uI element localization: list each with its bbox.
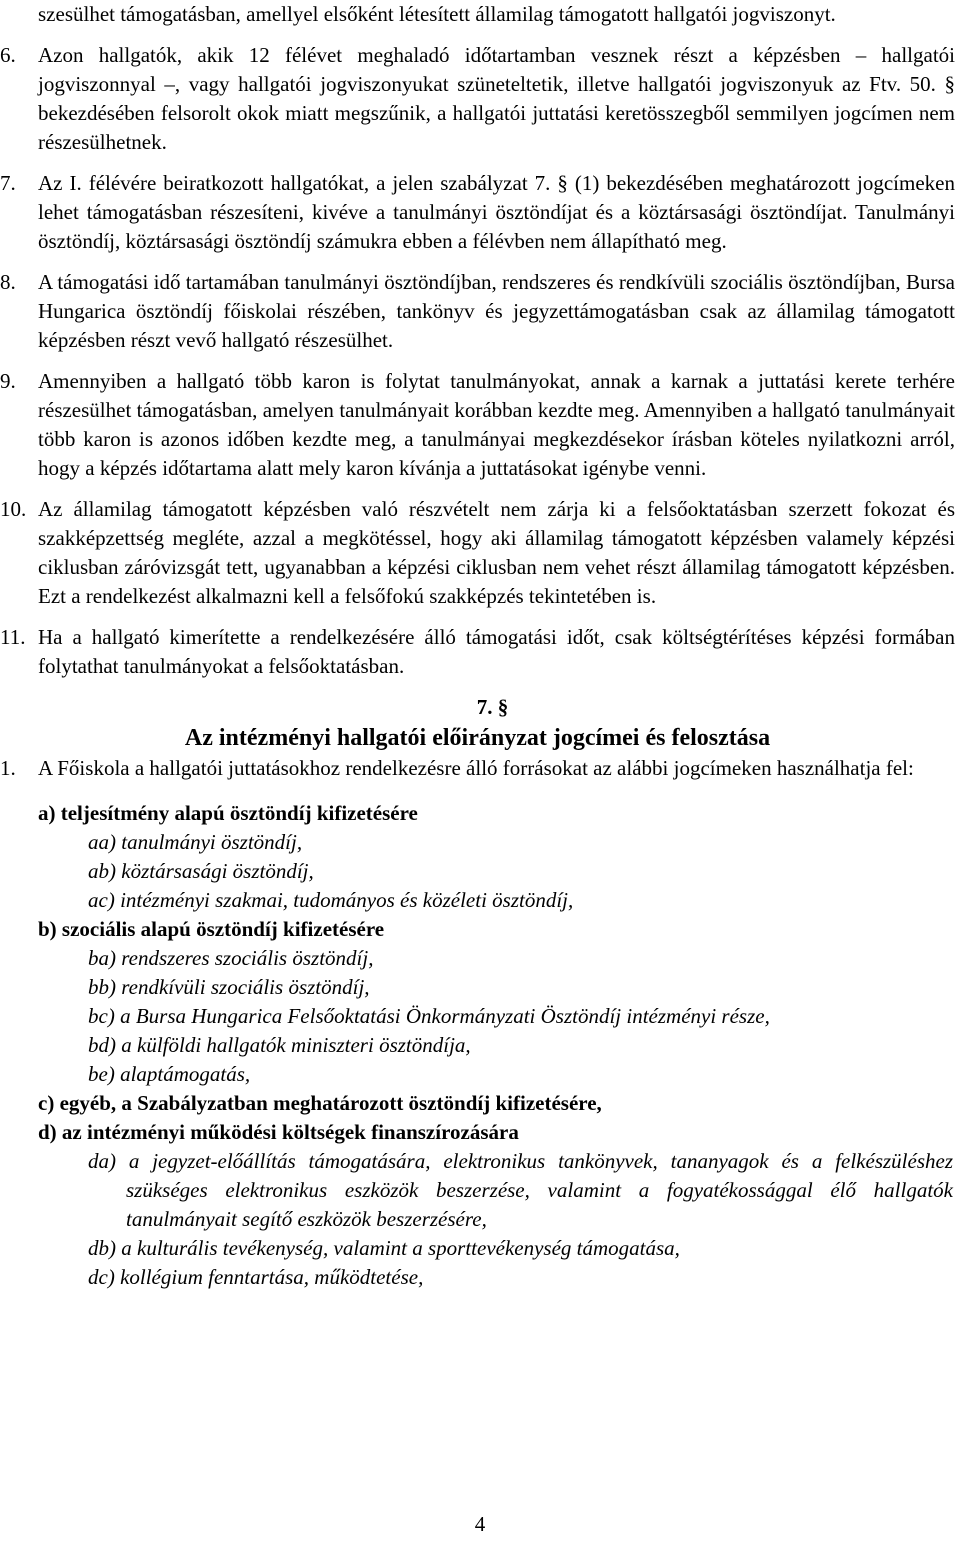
point-number: 11.	[0, 625, 26, 649]
point-text: Az I. félévére beiratkozott hallgatókat, a jelen szabályzat 7. § (1) bekezdésében meghatározott jogcímeken lehet támogatásban részesíteni, kivéve a tanulmányi ösztöndíjat és a köztársasági ösztöndíjat. Tanulmányi ösztöndíj, köztársasági ösztöndíj számukra ebben a félévben nem állapítható meg.	[38, 171, 955, 253]
point-11	[0, 623, 955, 681]
point-number: 10.	[0, 497, 27, 521]
point-number: 6.	[0, 43, 16, 67]
point-number: 1.	[0, 756, 16, 780]
list-item: bb) rendkívüli szociális ösztöndíj,	[88, 975, 370, 999]
category-heading: c) egyéb, a Szabályzatban meghatározott ösztöndíj kifizetésére,	[38, 1091, 602, 1115]
point-text: Ha a hallgató kimerítette a rendelkezésére álló támogatási időt, csak költségtérítéses képzési formában folytathat tanulmányokat a felsőoktatásban.	[38, 625, 955, 678]
point-text: Az államilag támogatott képzésben való részvételt nem zárja ki a felsőoktatásban szerzett fokozat és szakképzettség megléte, azzal a megkötéssel, hogy aki államilag támogatott képzésben valamely képzési ciklusban záróvizsgát tett, ugyanabban a képzési ciklusban nem vehet részt államilag támogatott képzésben. Ezt a rendelkezést alkalmazni kell a felsőfokú szakképzés tekintetében is.	[38, 497, 955, 608]
section-title: Az intézményi hallgatói előirányzat jogcímei és felosztása	[184, 725, 771, 751]
list-item: bd) a külföldi hallgatók miniszteri ösztöndíja,	[88, 1033, 471, 1057]
point-text: Azon hallgatók, akik 12 félévet meghaladó időtartamban vesznek részt a képzésben – hallgatói jogviszonnyal –, vagy hallgatói jogviszonyukat szüneteltetik, illetve hallgatói jogviszonyuk az Ftv. 50. § bekezdésében felsorolt okok miatt megszűnik, a hallgatói juttatási keretösszegből semmilyen jogcímen nem részesülhetnek.	[38, 43, 955, 154]
page-number: 4	[474, 1512, 486, 1536]
category-heading: a) teljesítmény alapú ösztöndíj kifizetésére	[38, 801, 418, 825]
category-heading: d) az intézményi működési költségek finanszírozására	[38, 1120, 519, 1144]
point-8	[0, 268, 955, 355]
list-item: ba) rendszeres szociális ösztöndíj,	[88, 946, 374, 970]
point-10	[0, 495, 955, 611]
point-text: A támogatási idő tartamában tanulmányi ösztöndíjban, rendszeres és rendkívüli szociális ösztöndíjban, Bursa Hungarica ösztöndíj főiskolai részében, tankönyv és jegyzettámogatásban csak az államilag támogatott képzésben részt vevő hallgató részesülhet.	[38, 270, 955, 352]
point-number: 9.	[0, 369, 16, 393]
section-point-1	[0, 754, 955, 783]
continuation-paragraph: szesülhet támogatásban, amellyel elsőként létesített államilag támogatott hallgatói jogviszonyt.	[38, 2, 836, 26]
list-item: db) a kulturális tevékenység, valamint a sporttevékenység támogatása,	[88, 1236, 680, 1260]
point-7	[0, 169, 955, 256]
section-number: 7. §	[476, 695, 509, 719]
list-item: aa) tanulmányi ösztöndíj,	[88, 830, 303, 854]
category-heading: b) szociális alapú ösztöndíj kifizetésére	[38, 917, 385, 941]
list-item: ac) intézményi szakmai, tudományos és közéleti ösztöndíj,	[88, 888, 574, 912]
point-6	[0, 41, 955, 157]
list-item: be) alaptámogatás,	[88, 1062, 251, 1086]
point-number: 8.	[0, 270, 16, 294]
list-item: dc) kollégium fenntartása, működtetése,	[88, 1265, 424, 1289]
list-item: da) a jegyzet-előállítás támogatására, elektronikus tankönyvek, tananyagok és a felkészüléshez szükséges elektronikus eszközök beszerzése, valamint a fogyatékossággal élő hallgatók tanulmányait segítő eszközök beszerzésére,	[88, 1149, 953, 1231]
point-text: A Főiskola a hallgatói juttatásokhoz rendelkezésre álló forrásokat az alábbi jogcímeken használhatja fel:	[38, 756, 914, 780]
point-number: 7.	[0, 171, 16, 195]
list-item: ab) köztársasági ösztöndíj,	[88, 859, 314, 883]
list-item: bc) a Bursa Hungarica Felsőoktatási Önkormányzati Ösztöndíj intézményi része,	[88, 1004, 770, 1028]
point-text: Amennyiben a hallgató több karon is folytat tanulmányokat, annak a karnak a juttatási kerete terhére részesülhet támogatásban, amelyen tanulmányait korábban kezdte meg. Amennyiben a hallgató tanulmányait több karon is azonos időben kezdte meg, a tanulmányai megkezdésekor írásban köteles nyilatkozni arról, hogy a képzés időtartama alatt mely karon kívánja a juttatásokat igénybe venni.	[38, 369, 955, 480]
point-9	[0, 367, 955, 483]
